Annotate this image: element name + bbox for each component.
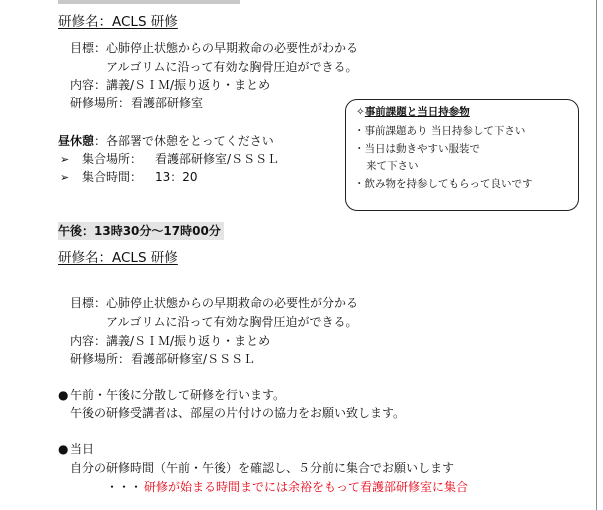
- note-item-1: ・事前課題あり 当日持参して下さい: [354, 125, 526, 137]
- morning-goal-label: 目標：: [70, 41, 107, 55]
- day-of-bullet-icon: ●: [58, 442, 69, 456]
- gather-time-label: 集合時間：: [82, 170, 143, 184]
- top-highlight-strip: [58, 0, 240, 4]
- note-item-2-cont: 来て下さい: [366, 160, 419, 172]
- preparation-note-box: [345, 99, 579, 211]
- gather-place-value: 看護部研修室/ＳＳＳＬ: [155, 152, 280, 166]
- sparkle-icon: ✧: [356, 106, 365, 118]
- afternoon-goal-line1: 心肺停止状態からの早期救命の必要性が分かる: [106, 296, 359, 310]
- lunch-break-label: 昼休憩: [58, 134, 95, 148]
- lunch-break-text: ：各部署で休憩をとってください: [94, 134, 274, 148]
- morning-content-value: 講義/ＳＩＭ/振り返り・まとめ: [106, 78, 271, 92]
- note-item-2: ・当日は動きやすい服装で: [354, 143, 480, 155]
- gather-time-value: 13：20: [155, 170, 198, 184]
- notice-bullet-icon: ●: [58, 388, 69, 402]
- day-of-heading: 当日: [70, 442, 95, 456]
- morning-course-title: 研修名：ACLS 研修: [58, 14, 178, 30]
- notice-line2: 午後の研修受講者は、部屋の片付けの協力をお願い致します。: [70, 406, 406, 420]
- morning-venue-value: 看護部研修室: [131, 96, 204, 110]
- afternoon-goal-line2: アルゴリムに沿って有効な胸骨圧迫ができる。: [106, 315, 358, 329]
- morning-content-label: 内容：: [70, 78, 107, 92]
- morning-goal-line2: アルゴリムに沿って有効な胸骨圧迫ができる。: [106, 60, 358, 74]
- lunch-break-line: [58, 135, 274, 147]
- afternoon-content-value: 講義/ＳＩＭ/振り返り・まとめ: [106, 334, 271, 348]
- note-heading-text: 事前課題と当日持参物: [364, 106, 470, 118]
- morning-venue-label: 研修場所：: [70, 96, 131, 110]
- gather-place-bullet-icon: ➢: [60, 153, 70, 166]
- afternoon-content-label: 内容：: [70, 334, 107, 348]
- day-of-dots: ・・・: [106, 480, 143, 494]
- day-of-line1: 自分の研修時間（午前・午後）を確認し、５分前に集合でお願いします: [70, 461, 455, 475]
- afternoon-venue-value: 看護部研修室/ＳＳＳＬ: [131, 352, 256, 366]
- gather-place-label: 集合場所：: [82, 152, 143, 166]
- note-heading: [356, 107, 470, 118]
- morning-goal-line1: 心肺停止状態からの早期救命の必要性がわかる: [106, 41, 359, 55]
- day-of-red-instruction: 研修が始まる時間までには余裕をもって看護部研修室に集合: [144, 480, 469, 494]
- notice-line1: 午前・午後に分散して研修を行います。: [70, 388, 286, 402]
- afternoon-heading: 午後：13時30分～17時00分: [58, 225, 224, 237]
- afternoon-venue-label: 研修場所：: [70, 352, 131, 366]
- note-item-3: ・飲み物を持参してもらって良いです: [354, 178, 533, 190]
- afternoon-goal-label: 目標：: [70, 296, 107, 310]
- gather-time-bullet-icon: ➢: [60, 171, 70, 184]
- afternoon-course-title: 研修名：ACLS 研修: [58, 250, 178, 266]
